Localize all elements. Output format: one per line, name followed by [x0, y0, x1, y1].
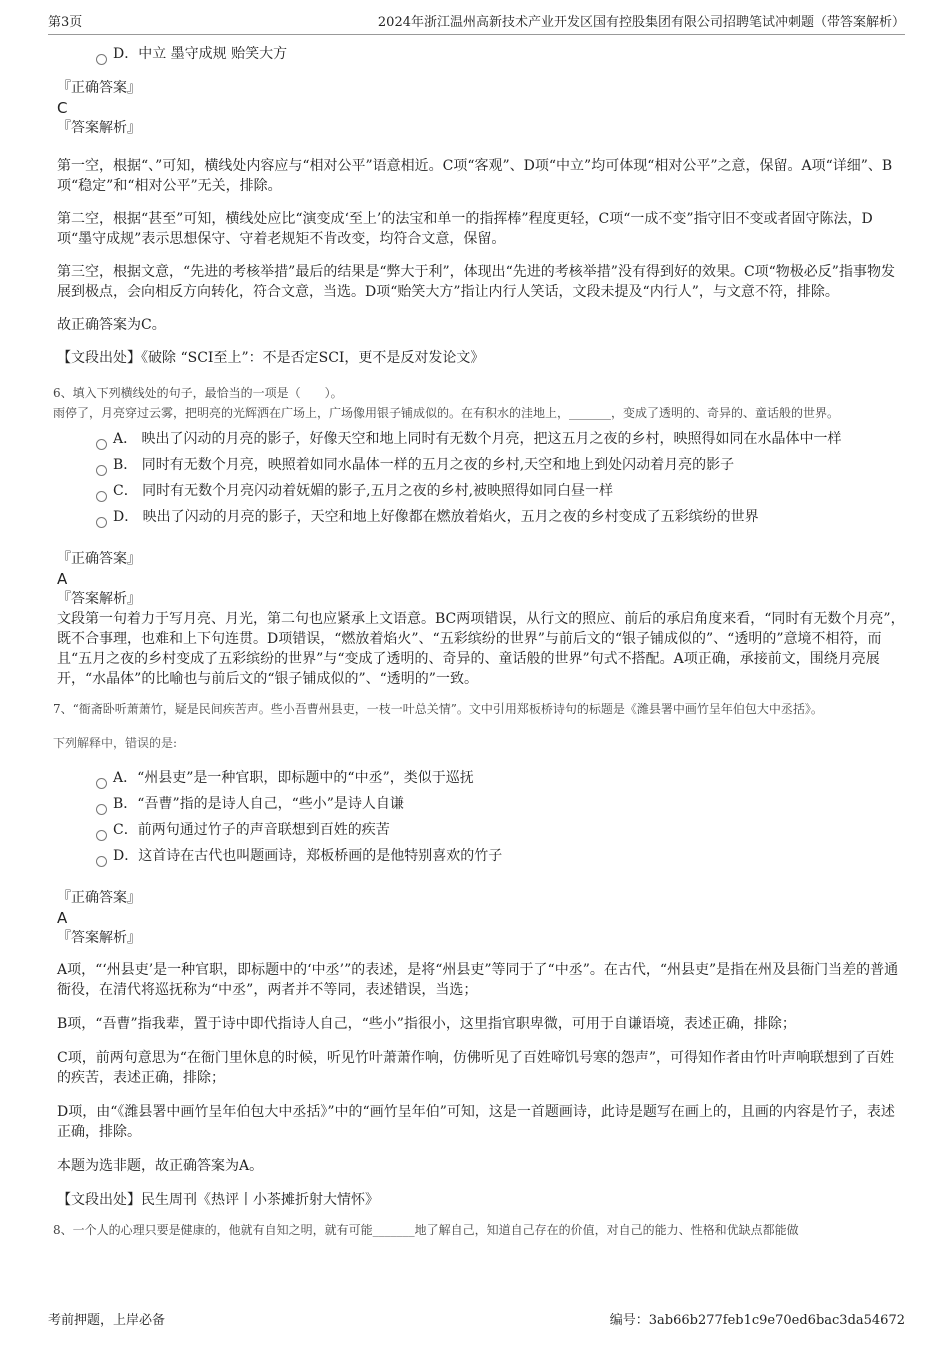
q7-answer: A — [57, 909, 68, 927]
document-code: 编号：3ab66b277feb1c9e70ed6bac3da54672 — [609, 1313, 905, 1328]
radio-icon[interactable] — [96, 778, 107, 789]
q5-analysis-p1: 第一空，根据“、”可知，横线处内容应与“相对公平”语意相近。C项“客观”、D项“中立”均可体现“相对公平”之意，保留。A项“详细”、B项“稳定”和“相对公平”无关，排除。 — [57, 158, 893, 194]
q7-answer-label: 『正确答案』 — [57, 890, 141, 906]
q6-answer-label: 『正确答案』 — [57, 551, 141, 567]
page-number: 第3页 — [48, 15, 83, 30]
q7-option-b[interactable]: B．“吾曹”指的是诗人自己，“些小”是诗人自谦 — [57, 794, 905, 814]
q5-answer: C — [57, 99, 68, 117]
q7-option-c[interactable]: C．前两句通过竹子的声音联想到百姓的疾苦 — [57, 820, 905, 840]
q7-conclusion: 本题为选非题，故正确答案为A。 — [57, 1158, 264, 1174]
q7-source: 【文段出处】民生周刊《热评丨小茶摊折射大情怀》 — [57, 1192, 379, 1208]
q5-option-d[interactable]: D．中立 墨守成规 贻笑大方 — [57, 44, 905, 64]
q7-option-a[interactable]: A．“州县吏”是一种官职，即标题中的“中丞”，类似于巡抚 — [57, 768, 905, 788]
page-footer — [48, 1310, 905, 1332]
radio-icon[interactable] — [96, 465, 107, 476]
q8-question: 8、一个人的心理只要是健康的，他就有自知之明，就有可能_______地了解自己，知道自己存在的价值，对自己的能力、性格和优缺点都能做 — [53, 1223, 799, 1237]
q5-analysis-label: 『答案解析』 — [57, 120, 141, 136]
page-header — [48, 12, 905, 35]
q7-analysis-label: 『答案解析』 — [57, 930, 141, 946]
radio-icon[interactable] — [96, 856, 107, 867]
q5-source: 【文段出处】《破除 “SCI至上”：不是否定SCI，更不是反对发论文》 — [57, 350, 485, 366]
radio-icon[interactable] — [96, 491, 107, 502]
radio-icon[interactable] — [96, 830, 107, 841]
q7-question: 7、“衙斋卧听萧萧竹，疑是民间疾苦声。些小吾曹州县吏，一枝一叶总关情”。文中引用郑板桥诗句的标题是《潍县署中画竹呈年伯包大中丞括》。 — [53, 702, 823, 716]
q5-conclusion: 故正确答案为C。 — [57, 317, 166, 333]
q5-analysis-p3: 第三空，根据文意，“先进的考核举措”最后的结果是“弊大于利”，体现出“先进的考核举措”没有得到好的效果。C项“物极必反”指事物发展到极点，会向相反方向转化，符合文意，当选。D项“贻笑大方”指让内行人笑话，文段未提及“内行人”，与文意不符，排除。 — [57, 264, 895, 300]
q7-option-d[interactable]: D．这首诗在古代也叫题画诗，郑板桥画的是他特别喜欢的竹子 — [57, 846, 905, 866]
document-title: 2024年浙江温州高新技术产业开发区国有控股集团有限公司招聘笔试冲刺题（带答案解析） — [377, 15, 905, 30]
q5-answer-label: 『正确答案』 — [57, 80, 141, 96]
footer-slogan: 考前押题，上岸必备 — [48, 1313, 166, 1328]
page-content — [53, 42, 905, 1240]
q6-analysis-label: 『答案解析』 — [57, 591, 141, 607]
q6-passage: 雨停了，月亮穿过云雾，把明亮的光辉洒在广场上，广场像用银子铺成似的。在有积水的洼地上，_______，变成了透明的、奇异的、童话般的世界。 — [53, 406, 840, 420]
q7-analysis-a: A项，“‘州县吏’是一种官职，即标题中的‘中丞’”的表述，是将“州县吏”等同于了“中丞”。在古代，“州县吏”是指在州及县衙门当差的普通衙役，在清代将巡抚称为“中丞”，两者并不等同，表述错误，当选； — [57, 962, 899, 998]
q6-option-a[interactable]: A． 映出了闪动的月亮的影子，好像天空和地上同时有无数个月亮，把这五月之夜的乡村，映照得如同在水晶体中一样 — [57, 429, 905, 449]
q6-option-b[interactable]: B． 同时有无数个月亮，映照着如同水晶体一样的五月之夜的乡村,天空和地上到处闪动着月亮的影子 — [57, 455, 905, 475]
q6-option-c[interactable]: C． 同时有无数个月亮闪动着妩媚的影子,五月之夜的乡村,被映照得如同白昼一样 — [57, 481, 905, 501]
q7-analysis-c: C项，前两句意思为“在衙门里休息的时候，听见竹叶萧萧作响，仿佛听见了百姓啼饥号寒的怨声”，可得知作者由竹叶声响联想到了百姓的疾苦，表述正确，排除； — [57, 1050, 895, 1086]
radio-icon[interactable] — [96, 517, 107, 528]
q6-analysis: 文段第一句着力于写月亮、月光，第二句也应紧承上文语意。BC两项错误，从行文的照应、前后的承启角度来看，“同时有无数个月亮”，既不合事理，也难和上下句连贯。D项错误，“燃放着焰火”、“五彩缤纷的世界”与前后文的“银子铺成似的”、“透明的”意境不相符，而且“五月之夜的乡村变成了五彩缤纷的世界”与“变成了透明的、奇异的、童话般的世界”句式不搭配。A项正确，承接前文，围绕月亮展开，“水晶体”的比喻也与前后文的“银子铺成似的”、“透明的”一致。 — [57, 611, 905, 687]
q6-question: 6、填入下列横线处的句子，最恰当的一项是（ ）。 — [53, 386, 343, 400]
q7-analysis-d: D项，由“《潍县署中画竹呈年伯包大中丞括》”中的“画竹呈年伯”可知，这是一首题画诗，此诗是题写在画上的，且画的内容是竹子，表述正确，排除。 — [57, 1104, 895, 1140]
q6-answer: A — [57, 570, 68, 588]
radio-icon[interactable] — [96, 804, 107, 815]
radio-icon[interactable] — [96, 439, 107, 450]
q7-analysis-b: B项，“吾曹”指我辈，置于诗中即代指诗人自己，“些小”指很小，这里指官职卑微，可用于自谦语境，表述正确，排除； — [57, 1016, 796, 1032]
q6-option-d[interactable]: D． 映出了闪动的月亮的影子，天空和地上好像都在燃放着焰火，五月之夜的乡村变成了五彩缤纷的世界 — [57, 507, 905, 527]
radio-icon[interactable] — [96, 54, 107, 65]
q7-subquestion: 下列解释中，错误的是: — [53, 736, 178, 750]
q5-analysis-p2: 第二空，根据“甚至”可知，横线处应比“演变成‘至上’的法宝和单一的指挥棒”程度更轻，C项“一成不变”指守旧不变或者固守陈法，D项“墨守成规”表示思想保守、守着老规矩不肯改变，均符合文意，保留。 — [57, 211, 873, 247]
